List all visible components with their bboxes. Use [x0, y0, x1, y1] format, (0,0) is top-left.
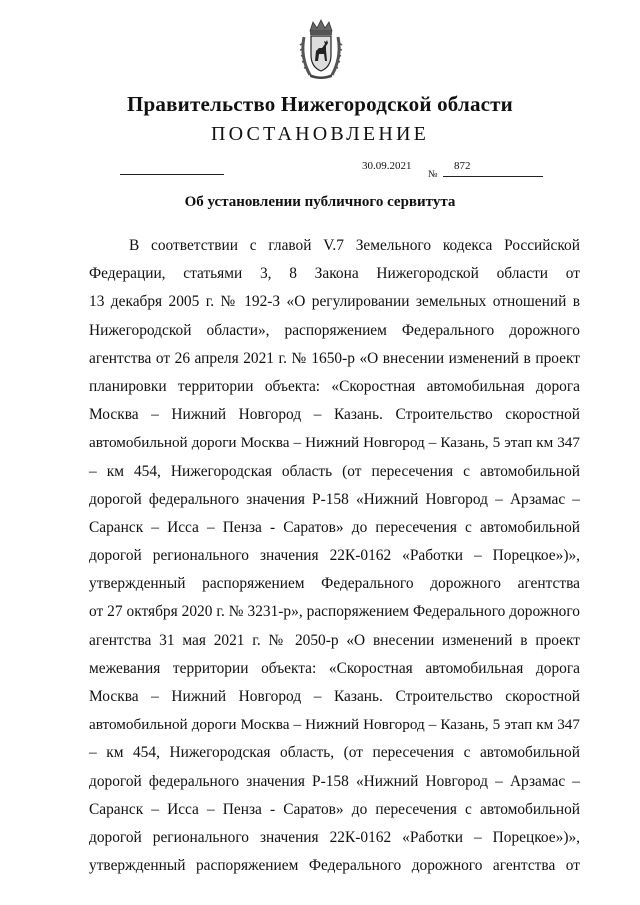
body-line: дорогой регионального значения 22К-0162 «Работки – Порецкое»)», — [89, 828, 580, 846]
body-line: дорогой федерального значения Р-158 «Нижний Новгород – Арзамас – — [89, 490, 580, 508]
body-line: планировки территории объекта: «Скоростная автомобильная дорога — [89, 377, 580, 395]
body-line: Федерации, статьями 3, 8 Закона Нижегородской области от — [89, 265, 580, 283]
body-line: агентства от 26 апреля 2021 г. № 1650-р «О внесении изменений в проект — [89, 349, 580, 367]
body-line: В соответствии с главой V.7 Земельного кодекса Российской — [129, 237, 580, 254]
body-line: автомобильной дороги Москва – Нижний Новгород – Казань, 5 этап км 347 — [89, 434, 580, 452]
body-line: Москва – Нижний Новгород – Казань. Строительство скоростной — [89, 688, 580, 705]
body-line: утвержденный распоряжением Федерального дорожного агентства от — [89, 857, 580, 875]
number-label: № — [428, 169, 438, 180]
body-line: – км 454, Нижегородская область, (от пересечения с автомобильной — [89, 744, 580, 762]
coat-of-arms-icon — [298, 17, 344, 81]
document-type: ПОСТАНОВЛЕНИЕ — [210, 123, 430, 145]
body-line: Нижегородской области», распоряжением Федерального дорожного — [89, 321, 580, 339]
body-line: утвержденный распоряжением Федерального дорожного агентства — [89, 575, 580, 593]
body-line: – км 454, Нижегородская область (от пересечения с автомобильной — [89, 462, 580, 480]
body-line: Москва – Нижний Новгород – Казань. Строительство скоростной — [89, 406, 580, 424]
body-line: 13 декабря 2005 г. № 192-З «О регулировании земельных отношений в — [89, 293, 580, 311]
body-line: агентства 31 мая 2021 г. № 2050-р «О внесении изменений в проект — [89, 631, 580, 649]
body-text — [89, 232, 580, 880]
body-line: межевания территории объекта: «Скоростная автомобильная дорога — [89, 659, 580, 677]
body-line: Саранск – Исса – Пенза - Саратов» до пересечения с автомобильной — [89, 800, 580, 818]
document-number: 872 — [454, 160, 471, 172]
body-line: дорогой федерального значения Р-158 «Нижний Новгород – Арзамас – — [89, 772, 580, 790]
body-line: Саранск – Исса – Пенза - Саратов» до пересечения с автомобильной — [89, 518, 580, 536]
signature-line-left — [120, 174, 224, 175]
body-line: от 27 октября 2020 г. № 3231-р», распоряжением Федерального дорожного — [89, 603, 580, 621]
body-line: автомобильной дороги Москва – Нижний Новгород – Казань, 5 этап км 347 — [89, 716, 580, 734]
number-line — [443, 176, 543, 177]
document-date: 30.09.2021 — [362, 160, 412, 172]
body-line: дорогой регионального значения 22К-0162 «Работки – Порецкое»)», — [89, 547, 580, 565]
government-title: Правительство Нижегородской области — [127, 92, 513, 116]
document-subject: Об установлении публичного сервитута — [184, 194, 456, 210]
